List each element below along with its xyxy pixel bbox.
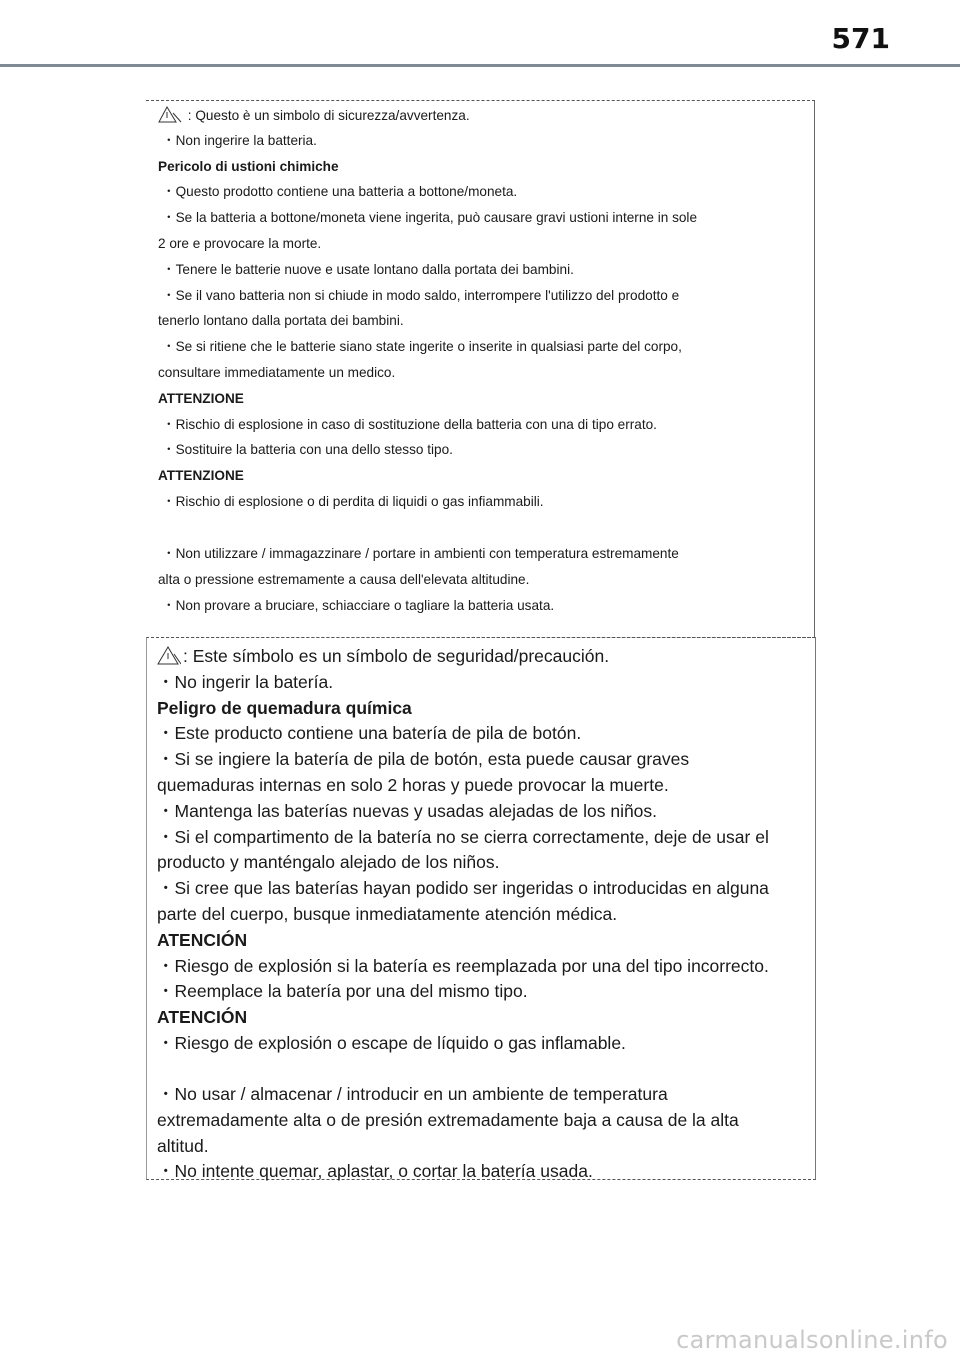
section-heading: ATTENZIONE [158, 390, 244, 406]
text-line: ・Non provare a bruciare, schiacciare o tagliare la batteria usata. [162, 597, 555, 613]
text-line: consultare immediatamente un medico. [158, 364, 396, 380]
section-heading: ATTENZIONE [158, 468, 244, 484]
text-line: ・Rischio di esplosione o di perdita di liquidi o gas infiammabili. [162, 493, 544, 509]
text-line: parte del cuerpo, busque inmediatamente atención médica. [157, 903, 618, 924]
site-watermark: carmanualsonline.info [676, 1326, 948, 1354]
page-number: 571 [831, 22, 890, 55]
text-line: extremadamente alta o de presión extremadamente baja a causa de la alta [157, 1109, 739, 1130]
section-heading: ATENCIÓN [157, 929, 248, 950]
text-line: ・Si se ingiere la batería de pila de botón, esta puede causar graves [157, 749, 690, 770]
spanish-symbol-line [157, 644, 797, 670]
text-line: ・No intente quemar, aplastar, o cortar la batería usada. [157, 1161, 593, 1182]
text-line: ・Si el compartimento de la batería no se cierra correctamente, deje de usar el [157, 826, 769, 847]
text-line: ・Sostituire la batteria con una dello stesso tipo. [162, 442, 453, 458]
text-line: ・Non ingerire la batteria. [162, 132, 317, 148]
text-line: tenerlo lontano dalla portata dei bambini. [158, 313, 404, 329]
section-heading: ATENCIÓN [157, 1007, 248, 1028]
italian-symbol-line [158, 106, 798, 132]
text-line: ・No usar / almacenar / introducir en un ambiente de temperatura [157, 1083, 668, 1104]
warning-triangle-icon [157, 646, 181, 673]
text-line: producto y manténgalo alejado de los niños. [157, 852, 500, 873]
italian-symbol-note: : Questo è un simbolo di sicurezza/avvertenza. [184, 108, 470, 123]
text-line: 2 ore e provocare la morte. [158, 235, 322, 251]
text-line: ・Riesgo de explosión si la batería es reemplazada por una del tipo incorrecto. [157, 955, 769, 976]
section-heading: Peligro de quemadura química [157, 697, 412, 718]
text-line: ・Este producto contiene una batería de pila de botón. [157, 723, 582, 744]
text-line: ・Se si ritiene che le batterie siano state ingerite o inserite in qualsiasi parte del corpo, [162, 339, 682, 355]
text-line: ・Reemplace la batería por una del mismo tipo. [157, 981, 528, 1002]
warning-triangle-icon [158, 106, 182, 128]
spanish-symbol-note: : Este símbolo es un símbolo de seguridad/precaución. [183, 646, 610, 666]
text-line: ・Si cree que las baterías hayan podido ser ingeridas o introducidas en alguna [157, 878, 769, 899]
text-line: ・Se il vano batteria non si chiude in modo saldo, interrompere l'utilizzo del prodotto e [162, 287, 680, 303]
text-line: ・Questo prodotto contiene una batteria a bottone/moneta. [162, 184, 518, 200]
text-line: ・Rischio di esplosione in caso di sostituzione della batteria con una di tipo errato. [162, 416, 657, 432]
spanish-warning-text [157, 644, 797, 1185]
header-rule [0, 64, 960, 67]
section-heading: Pericolo di ustioni chimiche [158, 158, 339, 174]
text-line: ・Se la batteria a bottone/moneta viene ingerita, può causare gravi ustioni interne in sole [162, 210, 698, 226]
italian-warning-text [158, 106, 798, 622]
text-line: ・Mantenga las baterías nuevas y usadas alejadas de los niños. [157, 800, 658, 821]
text-line: ・Riesgo de explosión o escape de líquido o gas inflamable. [157, 1032, 626, 1053]
text-line: altitud. [157, 1135, 209, 1156]
text-line: quemaduras internas en solo 2 horas y puede provocar la muerte. [157, 774, 669, 795]
text-line: ・No ingerir la batería. [157, 671, 334, 692]
text-line: ・Tenere le batterie nuove e usate lontano dalla portata dei bambini. [162, 261, 574, 277]
text-line: ・Non utilizzare / immagazzinare / portare in ambienti con temperatura estremamente [162, 545, 679, 561]
text-line: alta o pressione estremamente a causa dell'elevata altitudine. [158, 571, 530, 587]
